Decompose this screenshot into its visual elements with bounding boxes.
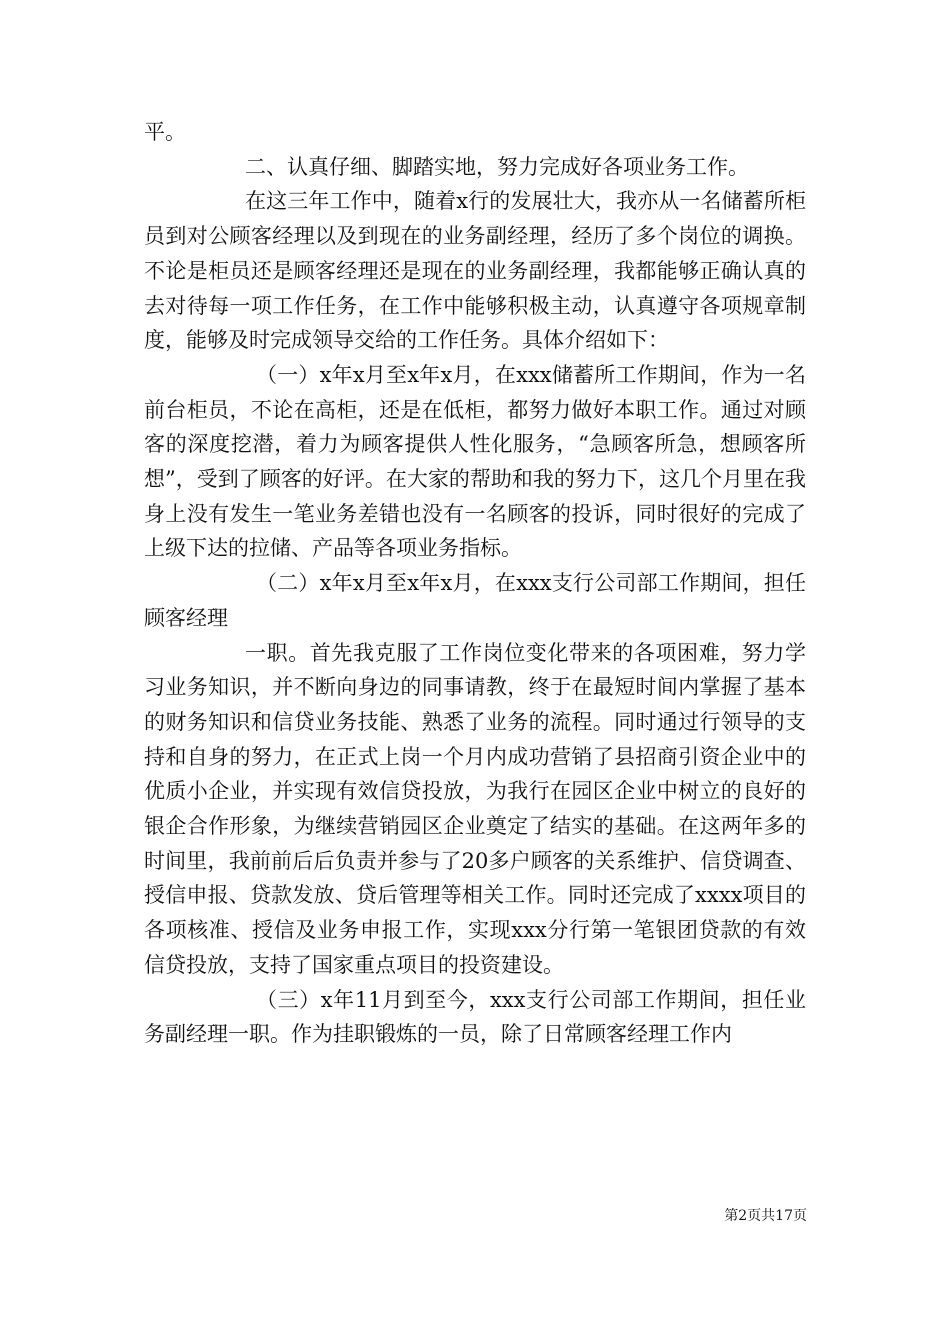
paragraph-item-1: （一）x年x月至x年x月，在xxx储蓄所工作期间，作为一名前台柜员，不论在高柜，还是在低柜，都努力做好本职工作。通过对顾客的深度挖潜，着力为顾客提供人性化服务，“急顾客所急，想顾客所想”，受到了顾客的好评。在大家的帮助和我的努力下，这几个月里在我身上没有发生一笔业务差错也没有一名顾客的投诉，同时很好的完成了上级下达的拉储、产品等各项业务指标。 bbox=[144, 362, 806, 561]
section-heading: 二、认真仔细、脚踏实地，努力完成好各项业务工作。 bbox=[245, 154, 749, 179]
paragraph-item-2-body: 一职。首先我克服了工作岗位变化带来的各项困难，努力学习业务知识，并不断向身边的同事请教，终于在最短时间内掌握了基本的财务知识和信贷业务技能、熟悉了业务的流程。同时通过行领导的支持和自身的努力，在正式上岗一个月内成功营销了县招商引资企业中的优质小企业，并实现有效信贷投放，为我行在园区企业中树立的良好的银企合作形象，为继续营销园区企业奠定了结实的基础。在这两年多的时间里，我前前后后负责并参与了20多户顾客的关系维护、信贷调查、授信申报、贷款发放、贷后管理等相关工作。同时还完成了xxxx项目的各项核准、授信及业务申报工作，实现xxx分行第一笔银团贷款的有效信贷投放，支持了国家重点项目的投资建设。 bbox=[144, 640, 806, 977]
paragraph-item-3: （三）x年11月到至今，xxx支行公司部工作期间，担任业务副经理一职。作为挂职锻炼的一员，除了日常顾客经理工作内 bbox=[144, 987, 806, 1047]
paragraph-continuation: 平。 bbox=[144, 120, 186, 144]
body-text bbox=[144, 115, 806, 1052]
paragraph-item-2: （二）x年x月至x年x月，在xxx支行公司部工作期间，担任顾客经理 bbox=[144, 571, 806, 630]
page-number: 第2页共17页 bbox=[724, 1208, 807, 1224]
paragraph-intro: 在这三年工作中，随着x行的发展壮大，我亦从一名储蓄所柜员到对公顾客经理以及到现在的业务副经理，经历了多个岗位的调换。不论是柜员还是顾客经理还是现在的业务副经理，我都能够正确认真的去对待每一项工作任务，在工作中能够积极主动，认真遵守各项规章制度，能够及时完成领导交给的工作任务。具体介绍如下： bbox=[144, 189, 806, 353]
